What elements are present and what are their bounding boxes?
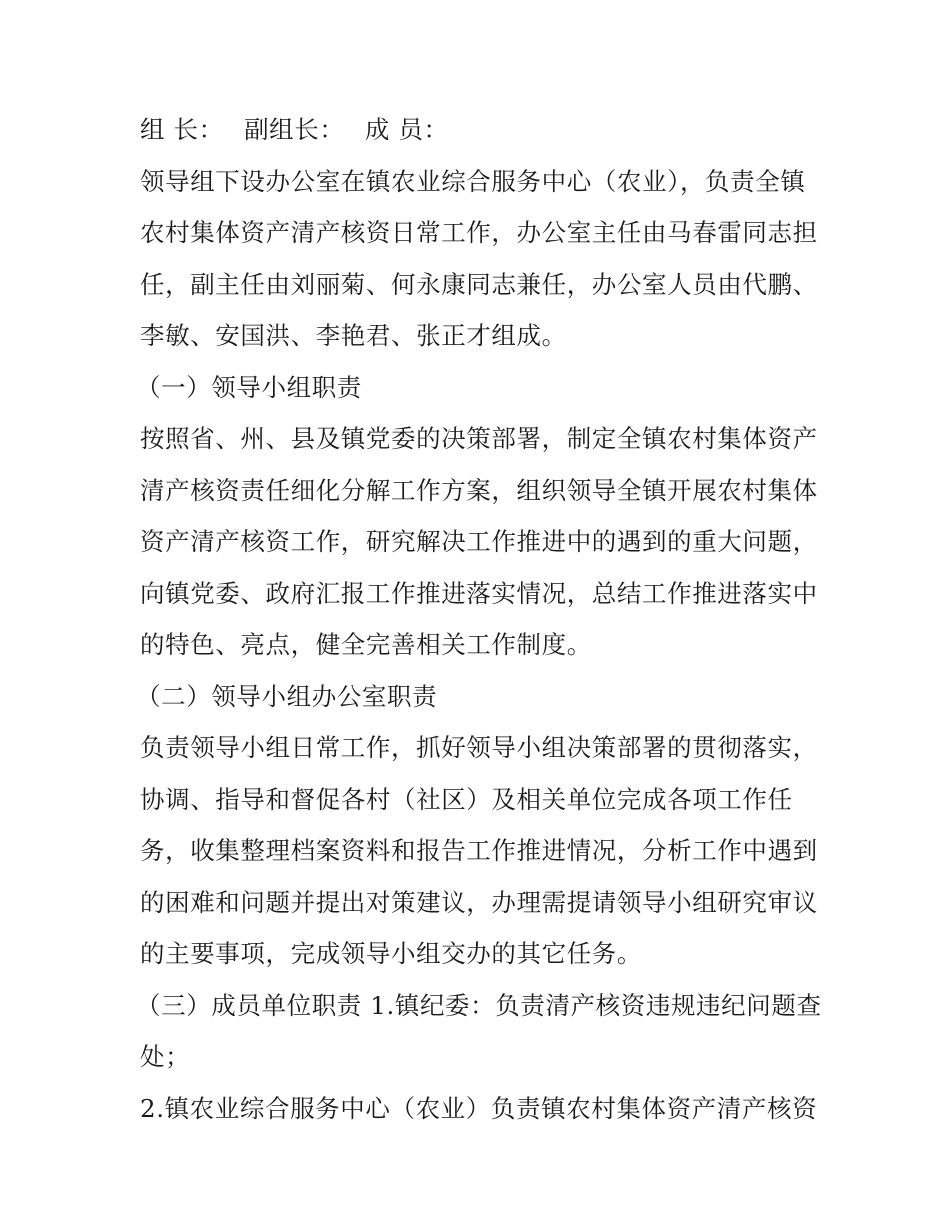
- section-leadership-duties: [136, 362, 820, 671]
- paragraph-line: 的困难和问题并提出对策建议，办理需提请领导小组研究审议: [140, 887, 818, 917]
- office-paragraph: [140, 156, 820, 362]
- document-body: [136, 104, 822, 1134]
- paragraph-line: 处；: [140, 1042, 191, 1071]
- roles-line: [140, 104, 820, 156]
- section-heading: （三）成员单位职责 1.镇纪委：负责清产核资违规违纪问题查: [136, 990, 822, 1020]
- paragraph-line: 务，收集整理档案资料和报告工作推进情况，分析工作中遇到: [140, 836, 818, 865]
- leader-label: 组 长：: [140, 115, 224, 144]
- paragraph-line: 的主要事项，完成领导小组交办的其它任务。: [140, 939, 642, 968]
- paragraph-line: 协调、指导和督促各村（社区）及相关单位完成各项工作任: [140, 784, 793, 814]
- paragraph-line: 的特色、亮点，健全完善相关工作制度。: [140, 630, 592, 659]
- paragraph-line: 任，副主任由刘丽菊、何永康同志兼任，办公室人员由代鹏、: [140, 269, 818, 299]
- section-office-duties: [136, 671, 820, 980]
- paragraph-line: 清产核资责任细化分解工作方案，组织领导全镇开展农村集体: [140, 475, 818, 505]
- paragraph-line: 农村集体资产清产核资日常工作，办公室主任由马春雷同志担: [140, 218, 818, 247]
- paragraph-line: 向镇党委、政府汇报工作推进落实情况，总结工作推进落实中: [140, 578, 818, 608]
- section-member-duties: [136, 980, 822, 1135]
- paragraph-line: 资产清产核资工作，研究解决工作推进中的遇到的重大问题，: [140, 527, 818, 556]
- section-heading: （一）领导小组职责: [136, 372, 362, 402]
- paragraph-line: 李敏、安国洪、李艳君、张正才组成。: [140, 321, 567, 350]
- list-item: 2.镇农业综合服务中心（农业）负责镇农村集体资产清产核资: [140, 1093, 818, 1123]
- deputy-label: 副组长：: [244, 115, 345, 144]
- members-label: 成 员：: [364, 115, 449, 144]
- section-heading: （二）领导小组办公室职责: [136, 681, 438, 711]
- paragraph-line: 负责领导小组日常工作，抓好领导小组决策部署的贯彻落实，: [140, 733, 818, 762]
- paragraph-line: 按照省、州、县及镇党委的决策部署，制定全镇农村集体资产: [140, 424, 818, 453]
- paragraph-line: 领导组下设办公室在镇农业综合服务中心（农业），负责全镇: [140, 166, 806, 196]
